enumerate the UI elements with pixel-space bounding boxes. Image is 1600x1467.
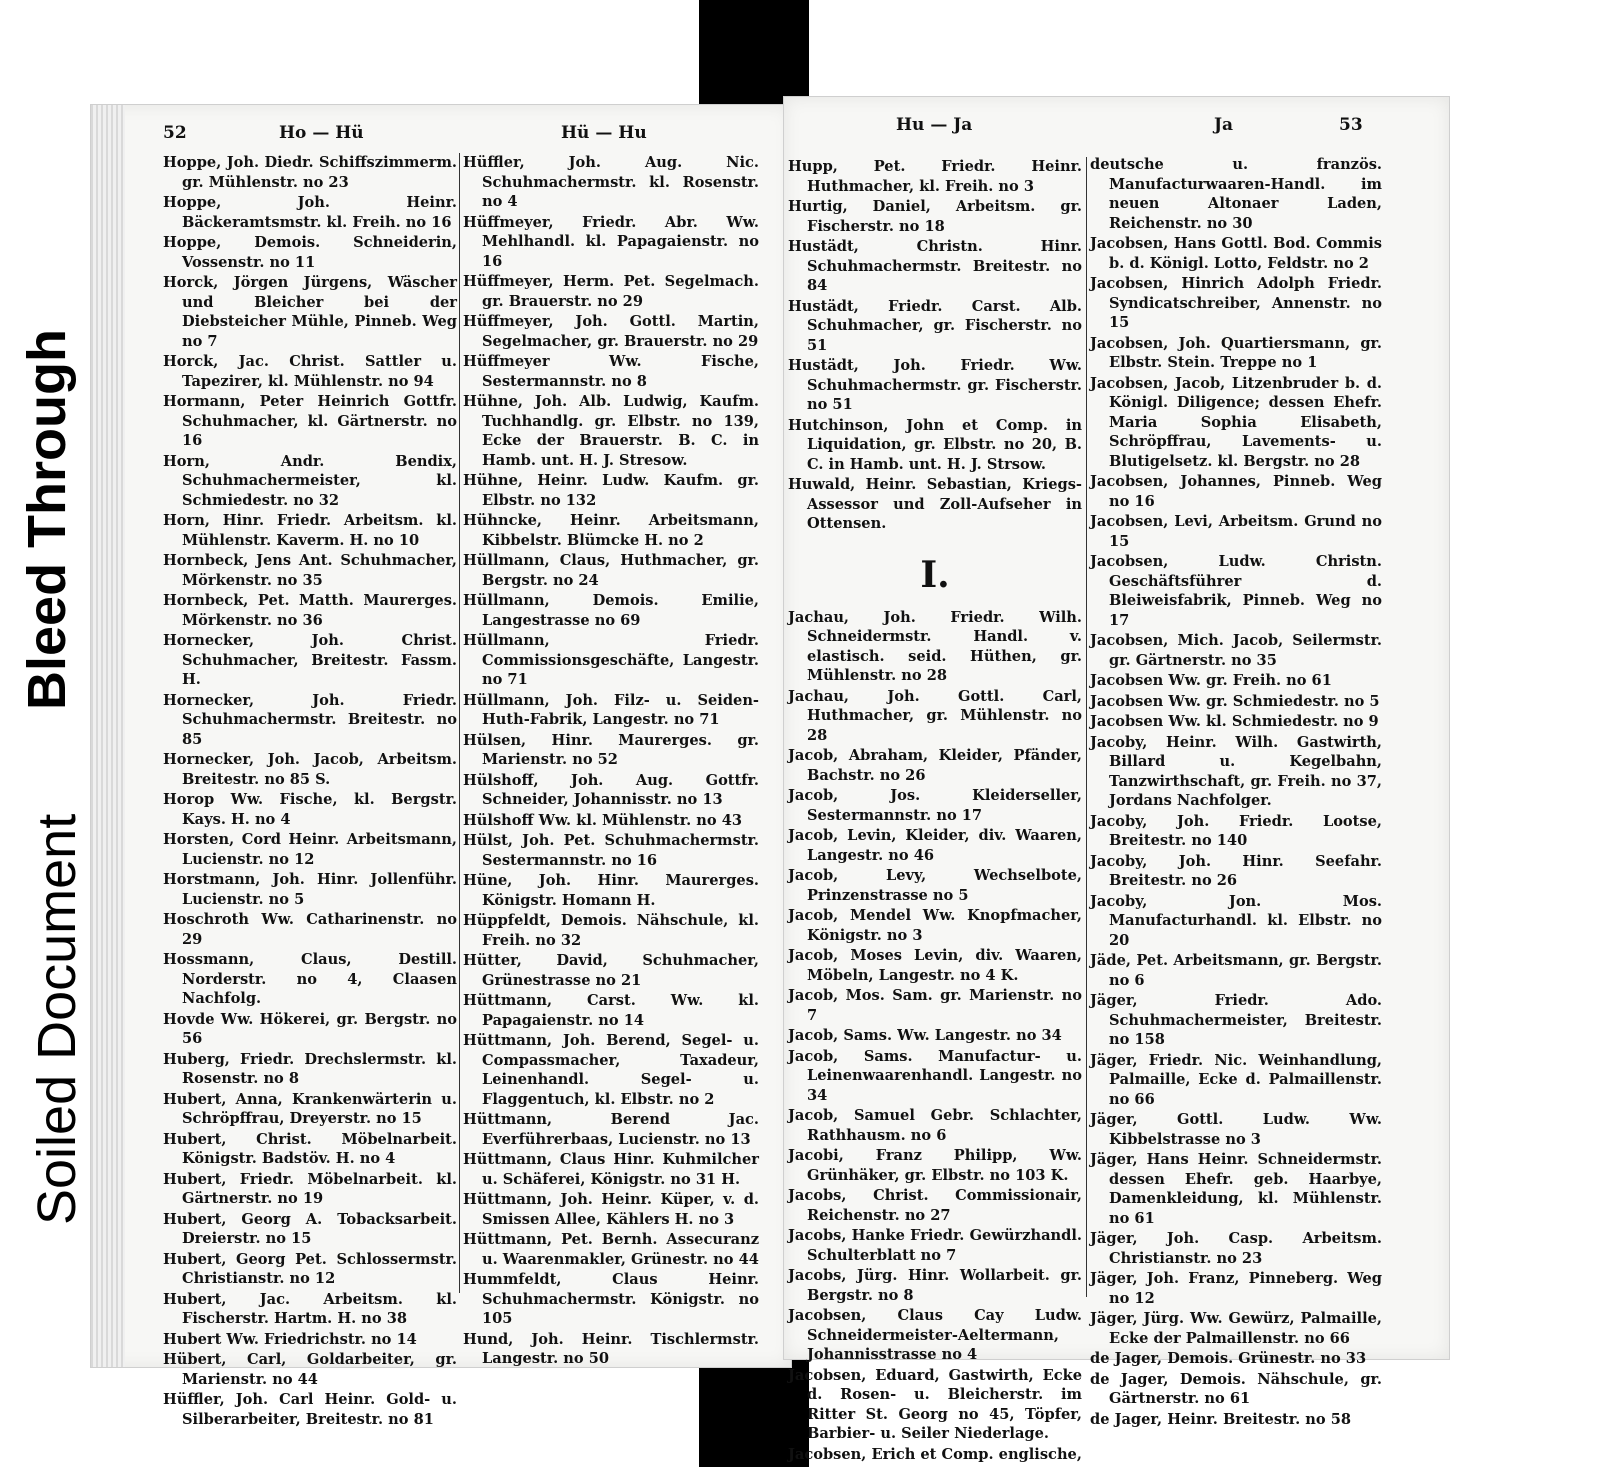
directory-entry: Jäger, Joh. Casp. Arbeitsm. Christianstr. no 23 [1090, 1230, 1382, 1267]
directory-entry: Jacobsen Ww. gr. Freih. no 61 [1090, 672, 1332, 689]
running-head-left-col1: Ho — Hü [279, 123, 364, 143]
directory-entry: Hühncke, Heinr. Arbeitsmann, Kibbelstr. Blümcke H. no 2 [463, 512, 759, 549]
directory-entry: Jacob, Abraham, Kleider, Pfänder, Bachstr. no 26 [788, 747, 1082, 784]
directory-entry: Hüffler, Joh. Aug. Nic. Schuhmachermstr. kl. Rosenstr. no 4 [463, 154, 759, 210]
right-col1-before [788, 157, 1082, 534]
directory-entry: Jacobs, Hanke Friedr. Gewürzhandl. Schulterblatt no 7 [788, 1227, 1082, 1264]
directory-entry: Jacoby, Jon. Mos. Manufacturhandl. kl. Elbstr. no 20 [1090, 892, 1382, 949]
page-number-right: 53 [1339, 115, 1363, 135]
directory-entry: Hund, Joh. Heinr. Tischlermstr. Langestr. no 50 [463, 1330, 759, 1367]
binding-strip-top [699, 0, 809, 108]
column-rule-right [1086, 157, 1087, 1297]
directory-entry: Hüffmeyer, Herm. Pet. Segelmach. gr. Brauerstr. no 29 [463, 273, 759, 310]
directory-entry: Jacobi, Franz Philipp, Ww. Grünhäker, gr. Elbstr. no 103 K. [788, 1147, 1082, 1184]
directory-entry: Jacob, Levy, Wechselbote, Prinzenstrasse no 5 [788, 867, 1082, 904]
running-head-right-col2: Ja [1214, 115, 1234, 135]
directory-entry: Horck, Jörgen Jürgens, Wäscher und Bleicher bei der Diebsteicher Mühle, Pinneb. Weg no 7 [163, 274, 457, 350]
directory-entry: Jäger, Jürg. Ww. Gewürz, Palmaille, Ecke der Palmaillenstr. no 66 [1090, 1310, 1382, 1347]
right-page-column-1 [788, 157, 1082, 1465]
directory-entry: Hüttmann, Pet. Bernh. Assecuranz u. Waarenmakler, Grünestr. no 44 [463, 1231, 759, 1268]
directory-entry: Jacoby, Heinr. Wilh. Gastwirth, Billard u. Kegelbahn, Tanzwirthschaft, gr. Freih. no 37, Jordans Nachfolger. [1090, 733, 1382, 809]
directory-entry: Hoppe, Joh. Diedr. Schiffszimmerm. gr. Mühlenstr. no 23 [163, 154, 457, 191]
directory-entry: Horstmann, Joh. Hinr. Jollenführ. Lucienstr. no 5 [163, 871, 457, 908]
directory-entry: Jachau, Joh. Gottl. Carl, Huthmacher, gr. Mühlenstr. no 28 [788, 687, 1082, 744]
directory-entry: Horsten, Cord Heinr. Arbeitsmann, Lucienstr. no 12 [163, 831, 457, 868]
directory-entry: Huberg, Friedr. Drechslermstr. kl. Rosenstr. no 8 [163, 1050, 457, 1087]
directory-entry: Jacob, Samuel Gebr. Schlachter, Rathhausm. no 6 [788, 1107, 1082, 1144]
directory-entry: Hornecker, Joh. Jacob, Arbeitsm. Breitestr. no 85 S. [163, 751, 457, 788]
directory-entry: Jacob, Sams. Manufactur- u. Leinenwaarenhandl. Langestr. no 34 [788, 1047, 1082, 1104]
directory-entry: Jacobsen, Jacob, Litzenbruder b. d. Königl. Diligence; dessen Ehefr. Maria Sophia Elisabeth, Schröpffrau, Lavements- u. Blutigelsetz. kl. Bergstr. no 28 [1090, 374, 1382, 470]
directory-entry: Hoschroth Ww. Catharinenstr. no 29 [163, 911, 457, 948]
directory-entry: Hustädt, Friedr. Carst. Alb. Schuhmacher, gr. Fischerstr. no 51 [788, 297, 1082, 354]
column-rule-left [459, 153, 460, 1293]
directory-entry: Hüffmeyer, Friedr. Abr. Ww. Mehlhandl. kl. Papagaienstr. no 16 [463, 213, 759, 270]
directory-entry: Jacob, Mendel Ww. Knopfmacher, Königstr. no 3 [788, 907, 1082, 944]
directory-entry: Hubert, Anna, Krankenwärterin u. Schröpffrau, Dreyerstr. no 15 [163, 1090, 457, 1127]
directory-entry: Jacob, Mos. Sam. gr. Marienstr. no 7 [788, 987, 1082, 1024]
directory-entry: Hubert Ww. Friedrichstr. no 14 [163, 1330, 417, 1348]
directory-entry: Jacobsen, Hinrich Adolph Friedr. Syndicatschreiber, Annenstr. no 15 [1090, 275, 1382, 331]
directory-entry: Huwald, Heinr. Sebastian, Kriegs-Assessor und Zoll-Aufseher in Ottensen. [788, 476, 1082, 532]
directory-entry: Horck, Jac. Christ. Sattler u. Tapezirer, kl. Mühlenstr. no 94 [163, 353, 457, 390]
directory-entry: Jacobs, Jürg. Hinr. Wollarbeit. gr. Bergstr. no 8 [788, 1267, 1082, 1304]
directory-entry: Jacoby, Joh. Friedr. Lootse, Breitestr. no 140 [1090, 812, 1382, 849]
directory-entry: de Jager, Heinr. Breitestr. no 58 [1090, 1410, 1352, 1428]
directory-entry: Hornecker, Joh. Christ. Schuhmacher, Breitestr. Fassm. H. [163, 632, 457, 688]
directory-entry: Horn, Hinr. Friedr. Arbeitsm. kl. Mühlenstr. Kaverm. H. no 10 [163, 512, 457, 549]
directory-entry: de Jager, Demois. Nähschule, gr. Gärtnerstr. no 61 [1090, 1370, 1382, 1407]
left-page-column-2 [463, 153, 759, 1370]
directory-entry: Hüppfeldt, Demois. Nähschule, kl. Freih. no 32 [463, 912, 759, 949]
directory-entry: Hüffmeyer, Joh. Gottl. Martin, Segelmacher, gr. Brauerstr. no 29 [463, 313, 759, 350]
directory-entry: Hüffler, Joh. Carl Heinr. Gold- u. Silberarbeiter, Breitestr. no 81 [163, 1391, 457, 1428]
directory-entry: Hoppe, Joh. Heinr. Bäckeramtsmstr. kl. Freih. no 16 [163, 194, 457, 231]
directory-entry: deutsche u. französ. Manufacturwaaren-Handl. im neuen Altonaer Laden, Reichenstr. no 30 [1090, 156, 1382, 232]
directory-entry: Hovde Ww. Hökerei, gr. Bergstr. no 56 [163, 1010, 457, 1047]
directory-entry: Jachau, Joh. Friedr. Wilh. Schneidermstr. Handl. v. elastisch. seid. Hüthen, gr. Mühlenstr. no 28 [788, 608, 1082, 684]
right-col1-after [788, 608, 1082, 1465]
directory-entry: Hornecker, Joh. Friedr. Schuhmachermstr. Breitestr. no 85 [163, 691, 457, 748]
directory-entry: Jacobsen, Levi, Arbeitsm. Grund no 15 [1090, 513, 1382, 550]
directory-entry: Hubert, Georg A. Tobacksarbeit. Dreierstr. no 15 [163, 1210, 457, 1247]
directory-entry: Hubert, Georg Pet. Schlossermstr. Christianstr. no 12 [163, 1250, 457, 1287]
directory-entry: Jacob, Moses Levin, div. Waaren, Möbeln, Langestr. no 4 K. [788, 947, 1082, 984]
directory-entry: Jacob, Sams. Ww. Langestr. no 34 [788, 1027, 1062, 1044]
directory-entry: Jacobsen, Claus Cay Ludw. Schneidermeister-Aeltermann, Johannisstrasse no 4 [788, 1307, 1082, 1363]
directory-entry: Jacobs, Christ. Commissionair, Reichenstr. no 27 [788, 1187, 1082, 1224]
directory-entry: Hülst, Joh. Pet. Schuhmachermstr. Sestermannstr. no 16 [463, 832, 759, 869]
directory-entry: Hustädt, Christn. Hinr. Schuhmachermstr. Breitestr. no 84 [788, 238, 1082, 294]
directory-entry: Hüllmann, Demois. Emilie, Langestrasse no 69 [463, 592, 759, 629]
directory-entry: Hummfeldt, Claus Heinr. Schuhmachermstr. Königstr. no 105 [463, 1271, 759, 1327]
right-page [783, 96, 1450, 1463]
directory-entry: Hühne, Heinr. Ludw. Kaufm. gr. Elbstr. no 132 [463, 472, 759, 509]
directory-entry: Jacoby, Joh. Hinr. Seefahr. Breitestr. no 26 [1090, 852, 1382, 889]
directory-entry: Hubert, Jac. Arbeitsm. kl. Fischerstr. Hartm. H. no 38 [163, 1290, 457, 1327]
directory-entry: Hornbeck, Jens Ant. Schuhmacher, Mörkenstr. no 35 [163, 552, 457, 589]
directory-entry: Hütter, David, Schuhmacher, Grünestrasse no 21 [463, 952, 759, 989]
directory-entry: Hühne, Joh. Alb. Ludwig, Kaufm. Tuchhandlg. gr. Elbstr. no 139, Ecke der Brauerstr. B. C. in Hamb. unt. H. J. Stresow. [463, 393, 759, 469]
directory-entry: Hüttmann, Joh. Heinr. Küper, v. d. Smissen Allee, Kählers H. no 3 [463, 1191, 759, 1228]
directory-entry: Horop Ww. Fische, kl. Bergstr. Kays. H. no 4 [163, 791, 457, 828]
directory-entry: Hoppe, Demois. Schneiderin, Vossenstr. no 11 [163, 234, 457, 271]
directory-entry: Hubert, Friedr. Möbelnarbeit. kl. Gärtnerstr. no 19 [163, 1170, 457, 1207]
directory-entry: Hüttmann, Claus Hinr. Kuhmilcher u. Schäferei, Königstr. no 31 H. [463, 1151, 759, 1188]
directory-entry: Hustädt, Joh. Friedr. Ww. Schuhmachermstr. gr. Fischerstr. no 51 [788, 357, 1082, 413]
directory-entry: Jacobsen Ww. gr. Schmiedestr. no 5 [1090, 692, 1380, 710]
directory-entry: Hüne, Joh. Hinr. Maurerges. Königstr. Homann H. [463, 872, 759, 909]
directory-entry: Horn, Andr. Bendix, Schuhmachermeister, kl. Schmiedestr. no 32 [163, 452, 457, 509]
directory-entry: Jäger, Joh. Franz, Pinneberg. Weg no 12 [1090, 1270, 1382, 1307]
directory-entry: Hüffmeyer Ww. Fische, Sestermannstr. no 8 [463, 353, 759, 390]
section-letter: I. [920, 553, 950, 596]
directory-entry: Jacobsen, Hans Gottl. Bod. Commis b. d. Königl. Lotto, Feldstr. no 2 [1090, 235, 1382, 272]
directory-entry: Hülshoff, Joh. Aug. Gottfr. Schneider, Johannisstr. no 13 [463, 771, 759, 808]
directory-entry: Hülsen, Hinr. Maurerges. gr. Marienstr. no 52 [463, 731, 759, 768]
directory-entry: Jäger, Friedr. Nic. Weinhandlung, Palmaille, Ecke d. Palmaillenstr. no 66 [1090, 1051, 1382, 1108]
directory-entry: de Jager, Demois. Grünestr. no 33 [1090, 1350, 1367, 1367]
directory-entry: Hutchinson, John et Comp. in Liquidation, gr. Elbstr. no 20, B. C. in Hamb. unt. H. J. Strsow. [788, 416, 1082, 473]
directory-entry: Jacobsen Ww. kl. Schmiedestr. no 9 [1090, 713, 1379, 730]
directory-entry: Hurtig, Daniel, Arbeitsm. gr. Fischerstr. no 18 [788, 198, 1082, 235]
running-head-left-col2: Hü — Hu [561, 123, 647, 143]
directory-entry: Hupp, Pet. Friedr. Heinr. Huthmacher, kl. Freih. no 3 [788, 158, 1082, 195]
directory-entry: Jacobsen, Eduard, Gastwirth, Ecke d. Rosen- u. Bleicherstr. im Ritter St. Georg no 45, Töpfer, Barbier- u. Seiler Niederlage. [788, 1366, 1082, 1442]
directory-entry: Hossmann, Claus, Destill. Norderstr. no 4, Claasen Nachfolg. [163, 951, 457, 1007]
bleed-through-label: Bleed Through [17, 329, 77, 710]
directory-entry: Jacobsen, Mich. Jacob, Seilermstr. gr. Gärtnerstr. no 35 [1090, 632, 1382, 669]
directory-entry: Jacobsen, Johannes, Pinneb. Weg no 16 [1090, 473, 1382, 510]
left-page [90, 104, 792, 1428]
directory-entry: Hormann, Peter Heinrich Gottfr. Schuhmacher, kl. Gärtnerstr. no 16 [163, 393, 457, 449]
directory-entry: Hüllmann, Claus, Huthmacher, gr. Bergstr. no 24 [463, 552, 759, 589]
directory-entry: Jäger, Gottl. Ludw. Ww. Kibbelstrasse no 3 [1090, 1111, 1382, 1148]
left-page-column-1 [163, 153, 457, 1430]
directory-entry: Jäger, Friedr. Ado. Schuhmachermeister, Breitestr. no 158 [1090, 992, 1382, 1048]
directory-entry: Jäger, Hans Heinr. Schneidermstr. dessen Ehefr. geb. Haarbye, Damenkleidung, kl. Mühlenstr. no 61 [1090, 1151, 1382, 1227]
directory-entry: Hüttmann, Carst. Ww. kl. Papagaienstr. no 14 [463, 992, 759, 1029]
directory-entry: Hüllmann, Friedr. Commissionsgeschäfte, Langestr. no 71 [463, 632, 759, 688]
directory-entry: Hüllmann, Joh. Filz- u. Seiden-Huth-Fabrik, Langestr. no 71 [463, 691, 759, 728]
directory-entry: Hübert, Carl, Goldarbeiter, gr. Marienstr. no 44 [163, 1351, 457, 1388]
soiled-document-label: Soiled Document [27, 813, 87, 1225]
directory-entry: Jäde, Pet. Arbeitsmann, gr. Bergstr. no 6 [1090, 952, 1382, 989]
directory-entry: Hülshoff Ww. kl. Mühlenstr. no 43 [463, 811, 743, 829]
right-page-column-2 [1090, 155, 1382, 1430]
directory-entry: Jacobsen, Erich et Comp. englische, [788, 1445, 1082, 1463]
page-number-left: 52 [163, 123, 187, 143]
running-head-right-col1: Hu — Ja [896, 115, 973, 135]
directory-entry: Hornbeck, Pet. Matth. Maurerges. Mörkenstr. no 36 [163, 592, 457, 629]
directory-entry: Hubert, Christ. Möbelnarbeit. Königstr. Badstöv. H. no 4 [163, 1130, 457, 1167]
directory-entry: Jacob, Levin, Kleider, div. Waaren, Langestr. no 46 [788, 827, 1082, 864]
directory-entry: Hüttmann, Berend Jac. Everführerbaas, Lucienstr. no 13 [463, 1111, 759, 1148]
directory-entry: Jacobsen, Ludw. Christn. Geschäftsführer d. Bleiweisfabrik, Pinneb. Weg no 17 [1090, 553, 1382, 629]
directory-entry: Hüttmann, Joh. Berend, Segel- u. Compassmacher, Taxadeur, Leinenhandl. Segel- u. Flaggentuch, kl. Elbstr. no 2 [463, 1032, 759, 1108]
directory-entry: Jacobsen, Joh. Quartiersmann, gr. Elbstr. Stein. Treppe no 1 [1090, 334, 1382, 371]
directory-entry: Jacob, Jos. Kleiderseller, Sestermannstr. no 17 [788, 787, 1082, 824]
